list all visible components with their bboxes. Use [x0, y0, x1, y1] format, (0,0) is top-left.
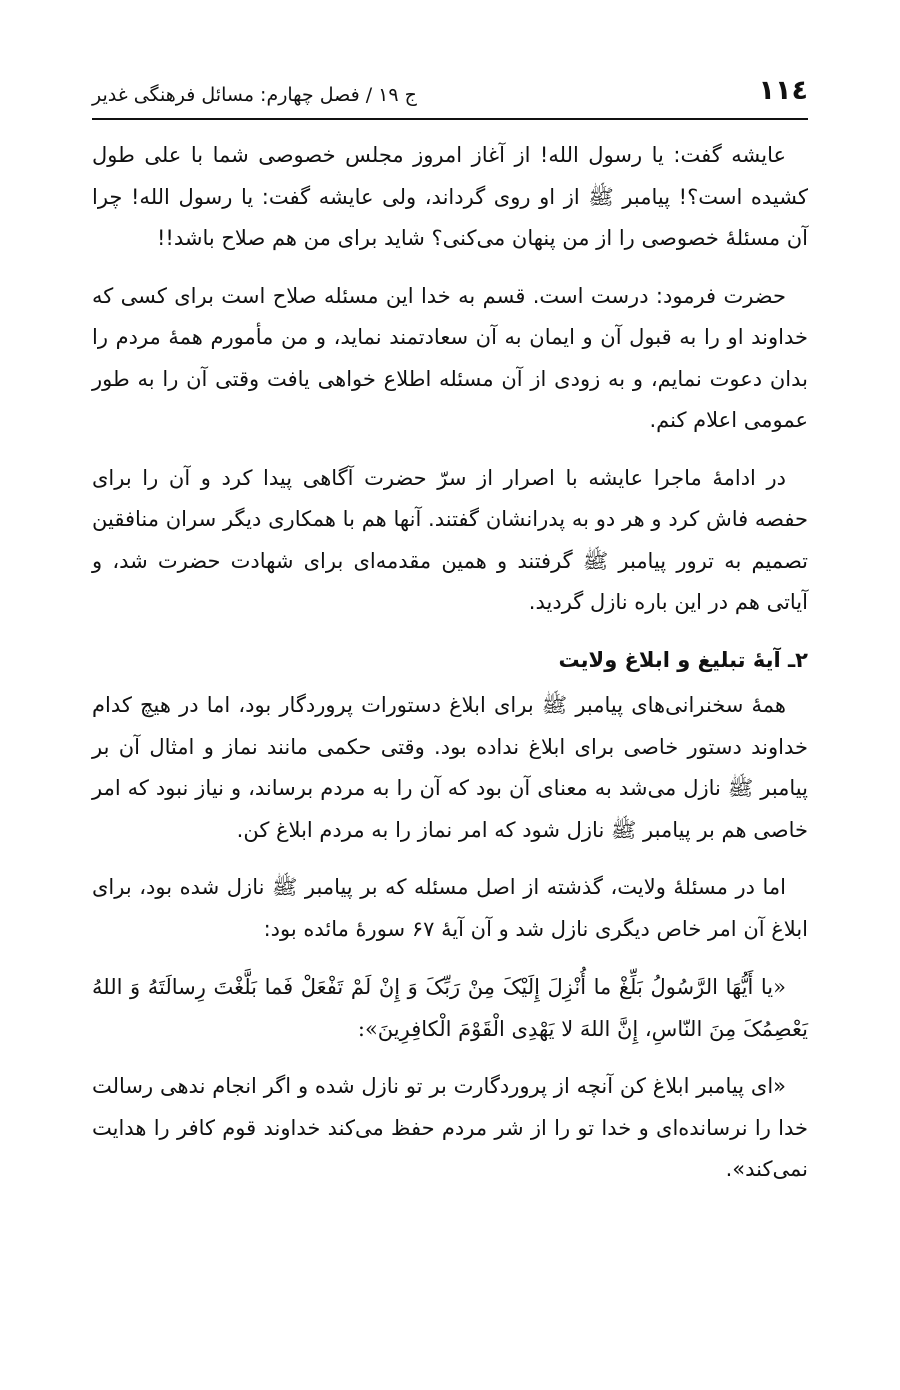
quran-verse: «یا أَیُّهَا الرَّسُولُ بَلِّغْ ما أُنْزِلَ إِلَیْکَ مِنْ رَبِّکَ وَ إِنْ لَمْ تَفْعَلْ فَما بَلَّغْتَ رِسالَتَهُ وَ اللهُ یَعْصِمُکَ مِنَ النّاسِ، إِنَّ اللهَ لا یَهْدِی الْقَوْمَ الْکافِرِینَ»:: [92, 975, 808, 1041]
verse-translation: «ای پیامبر ابلاغ کن آنچه از پروردگارت بر تو نازل شده و اگر انجام ندهی رسالت خدا را نرسانده‌ای و خدا تو را از شر مردم حفظ می‌کند خداوند قوم کافر را هدایت نمی‌کند».: [92, 1074, 808, 1181]
paragraph-aisha-question: عایشه گفت: یا رسول الله! از آغاز امروز مجلس خصوصی شما با علی طول کشیده است؟! پیامبر ﷺ از او روی گرداند، ولی عایشه گفت: یا رسول الله! چرا آن مسئلهٔ خصوصی را از من پنهان می‌کنی؟ شاید برای من هم صلاح باشد!!: [92, 143, 808, 250]
page-header: [92, 62, 808, 120]
paragraph-conspiracy: در ادامهٔ ماجرا عایشه با اصرار از سرّ حضرت آگاهی پیدا کرد و آن را برای حفصه فاش کرد و هر دو به پدرانشان گفتند. آنها هم با همکاری دیگر سران منافقین تصمیم به ترور پیامبر ﷺ گرفتند و همین مقدمه‌ای برای شهادت حضرت شد، و آیاتی هم در این باره نازل گردید.: [92, 465, 808, 614]
paragraph-sermons: همهٔ سخنرانی‌های پیامبر ﷺ برای ابلاغ دستورات پروردگار بود، اما در هیچ کدام خداوند دستور خاصی برای ابلاغ نداده بود. وقتی حکمی مانند نماز و امثال آن بر پیامبر ﷺ نازل می‌شد به معنای آن بود که آن را به مردم برساند، و نیاز نبود که امر خاصی هم بر پیامبر ﷺ نازل شود که امر نماز را به مردم ابلاغ کن.: [92, 693, 808, 842]
paragraph-wilayah: اما در مسئلهٔ ولایت، گذشته از اصل مسئله که بر پیامبر ﷺ نازل شده بود، برای ابلاغ آن امر خاص دیگری نازل شد و آن آیهٔ ۶۷ سورهٔ مائده بود:: [92, 875, 808, 941]
section-heading: ۲ـ آیهٔ تبلیغ و ابلاغ ولایت: [558, 647, 808, 672]
paragraph-prophet-reply: حضرت فرمود: درست است. قسم به خدا این مسئله صلاح است برای کسی که خداوند او را به قبول آن و ایمان به آن سعادتمند نماید، و من مأمورم همهٔ مردم را بدان دعوت نمایم، و به زودی از آن مسئله اطلاع خواهی یافت وقتی آن را به طور عمومی اعلام کنم.: [92, 283, 808, 432]
page-number: ۱۱٤: [758, 75, 808, 106]
page-content: [92, 135, 808, 1207]
running-title: ج ۱۹ / فصل چهارم: مسائل فرهنگی غدیر: [92, 84, 417, 106]
